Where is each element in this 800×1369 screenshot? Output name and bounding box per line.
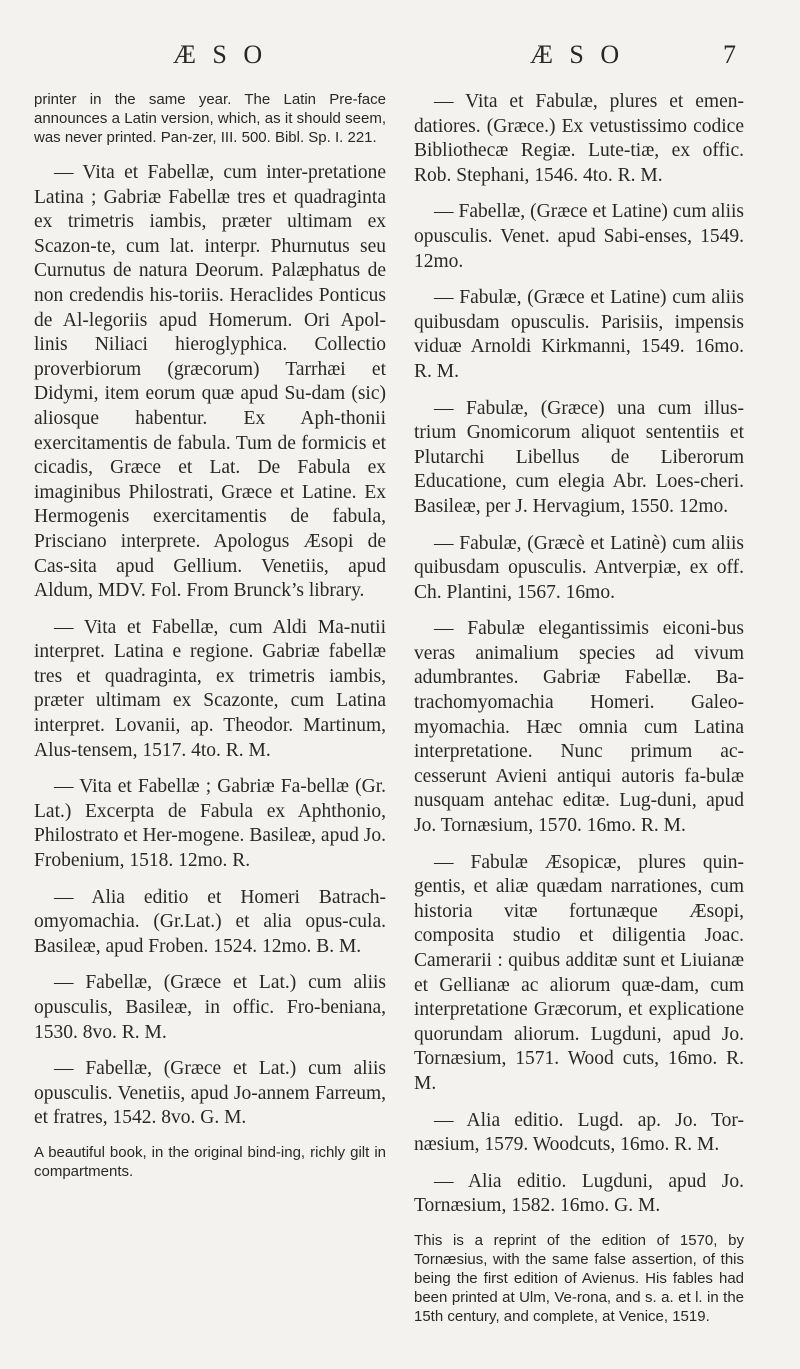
running-header-right-text: Æ S O bbox=[529, 40, 625, 69]
catalogue-entry: — Alia editio. Lugd. ap. Jo. Tor-næsium, 1579. Woodcuts, 16mo. R. M. bbox=[414, 1109, 744, 1156]
catalogue-entry: — Fabulæ, (Græce et Latine) cum aliis quibusdam opusculis. Parisiis, impensis viduæ Arnoldi Kirkmanni, 1549. 16mo. R. M. bbox=[414, 287, 744, 382]
catalogue-entry: — Alia editio et Homeri Batrach-omyomachia. (Gr.Lat.) et alia opus-cula. Basileæ, apud Froben. 1524. 12mo. B. M. bbox=[34, 886, 386, 957]
catalogue-entry: — Fabellæ, (Græce et Lat.) cum aliis opusculis. Venetiis, apud Jo-annem Farreum, et fratres, 1542. 8vo. G. M. bbox=[34, 1058, 386, 1129]
catalogue-entry: — Fabulæ elegantissimis eiconi-bus veras animalium species ad vivum adumbrantes. Gabriæ Fabellæ. Ba-trachomyomachia Homeri. Galeo-myomachia. Hæc omnia cum Latina interpretatione. Nunc primum ac-cesserunt Avieni antiqui autoris fa-bulæ nusquam antehac editæ. Lug-duni, apud Jo. Tornæsium, 1570. 16mo. R. M. bbox=[414, 618, 744, 837]
catalogue-note: This is a reprint of the edition of 1570, by Tornæsius, with the same false assertion, of this being the first edition of Avienus. His fables had been printed at Ulm, Ve-rona, and s. a. et l. in the 15th century, and complete, at Venice, 1519. bbox=[414, 1231, 744, 1325]
running-header-left: Æ S O bbox=[172, 40, 268, 69]
left-column bbox=[34, 90, 386, 1195]
catalogue-entry: — Fabulæ Æsopicæ, plures quin-gentis, et aliæ quædam narrationes, cum historia vitæ fortunæque Æsopi, composita studio et diligentia Joac. Camerarii : quibus additæ sunt et Liuianæ et Gellianæ ac aliorum quæ-dam, cum interpretatione Græcorum, et explicatione quorundam aliorum. Lugduni, apud Jo. Tornæsium, 1571. Wood cuts, 16mo. R. M. bbox=[414, 851, 744, 1094]
catalogue-entry: — Fabulæ, (Græce) una cum illus-trium Gnomicorum aliquot sententiis et Plutarchi Libellus de Liberorum Educatione, cum elegia Abr. Loes-cheri. Basileæ, per J. Hervagium, 1550. 12mo. bbox=[414, 397, 744, 517]
catalogue-note: printer in the same year. The Latin Pre-face announces a Latin version, which, as it should seem, was never printed. Pan-zer, III. 500. Bibl. Sp. I. 221. bbox=[34, 91, 386, 146]
catalogue-entry: — Alia editio. Lugduni, apud Jo. Tornæsium, 1582. 16mo. G. M. bbox=[414, 1170, 744, 1217]
catalogue-entry: — Fabellæ, (Græce et Latine) cum aliis opusculis. Venet. apud Sabi-enses, 1549. 12mo. bbox=[414, 201, 744, 272]
catalogue-entry: — Fabellæ, (Græce et Lat.) cum aliis opusculis, Basileæ, in offic. Fro-beniana, 1530. 8vo. R. M. bbox=[34, 972, 386, 1043]
catalogue-entry: — Vita et Fabellæ, cum inter-pretatione Latina ; Gabriæ Fabellæ tres et quadraginta ex trimetris iambis, præter ultimam ex Scazon-te, cum lat. interpr. Phurnutus seu Curnutus de natura Deorum. Palæphatus de non credendis his-toriis. Heraclides Ponticus de Al-legoriis apud Homerum. Ori Apol-linis Niliaci hieroglyphica. Collectio proverbiorum (græcorum) Tarrhæi et Didymi, item eorum quæ apud Su-dam (sic) aliosque habentur. Ex Aph-thonii exercitamentis de fabula. Tum de formicis et cicadis, Græce et Lat. De Fabula ex imaginibus Philostrati, Græce et Latine. Ex Hermogenis exercitamentis de fabula, Prisciano interprete. Apologus Æsopi de Cas-sita apud Gellium. Venetiis, apud Aldum, MDV. Fol. From Brunck’s library. bbox=[34, 162, 386, 602]
right-column bbox=[414, 90, 744, 1340]
running-header-right bbox=[412, 40, 742, 80]
catalogue-entry: — Fabulæ, (Græcè et Latinè) cum aliis quibusdam opusculis. Antverpiæ, ex off. Ch. Plantini, 1567. 16mo. bbox=[414, 532, 744, 603]
catalogue-entry: — Vita et Fabellæ, cum Aldi Ma-nutii interpret. Latina e regione. Gabriæ fabellæ tres et quadraginta, ex trimetris iambis, præter ultimam ex Scazonte, cum Latina interpret. Lovanii, ap. Theodor. Martinum, Alus-tensem, 1517. 4to. R. M. bbox=[34, 616, 386, 761]
page-number: 7 bbox=[723, 40, 736, 69]
catalogue-entry: — Vita et Fabulæ, plures et emen-datiores. (Græce.) Ex vetustissimo codice Bibliothecæ Regiæ. Lute-tiæ, ex offic. Rob. Stephani, 1546. 4to. R. M. bbox=[414, 91, 744, 186]
catalogue-entry: — Vita et Fabellæ ; Gabriæ Fa-bellæ (Gr. Lat.) Excerpta de Fabula ex Aphthonio, Philostrato et Her-mogene. Basileæ, apud Jo. Frobenium, 1518. 12mo. R. bbox=[34, 776, 386, 872]
catalogue-note: A beautiful book, in the original bind-ing, richly gilt in compartments. bbox=[34, 1143, 386, 1180]
